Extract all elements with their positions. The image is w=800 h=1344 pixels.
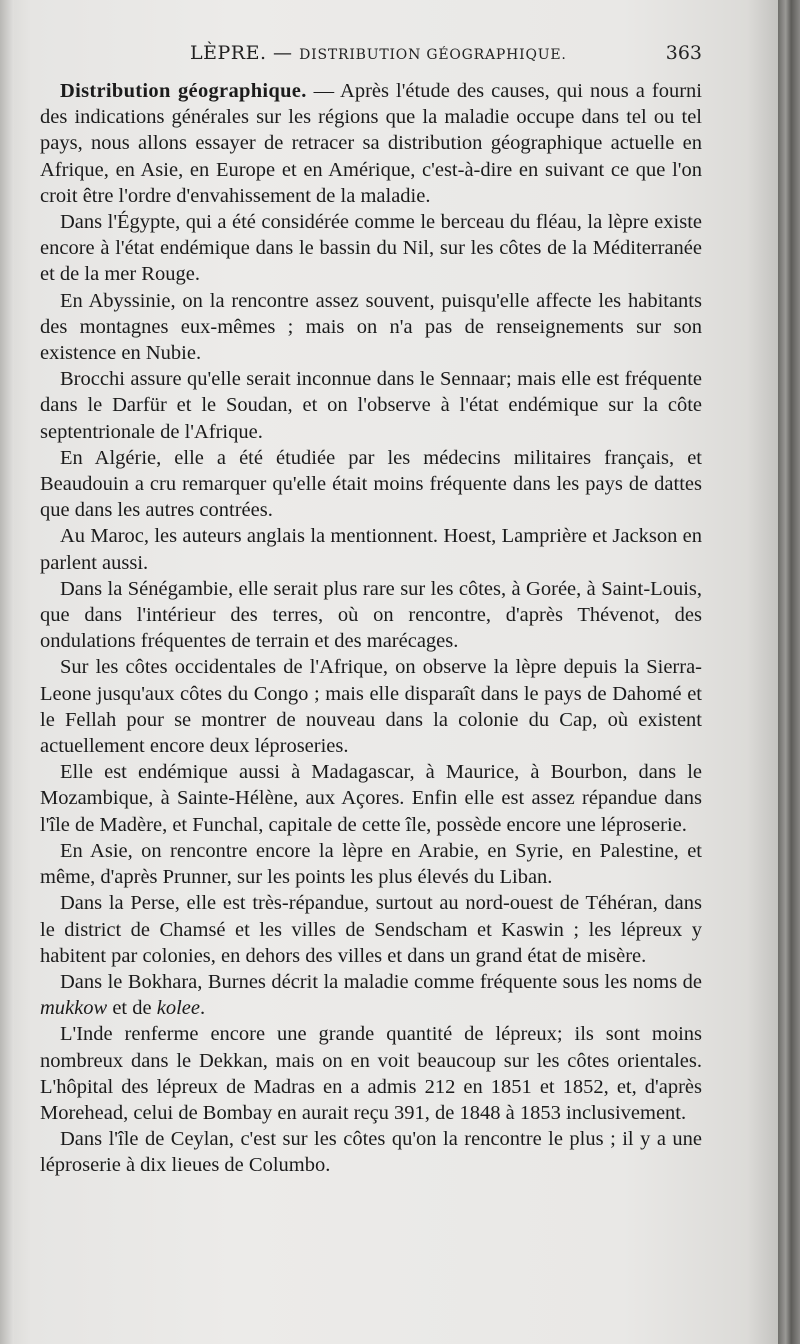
paragraph: Dans la Perse, elle est très-répandue, surtout au nord-ouest de Téhéran, dans le district de Chamsé et les villes de Sendscham et Kaswin ; les lépreux y habitent par colonies, en dehors des villes et dans un grand état de misère.	[40, 892, 702, 967]
paragraph: Elle est endémique aussi à Madagascar, à Maurice, à Bourbon, dans le Mozambique, à Sainte-Hélène, aux Açores. Enfin elle est assez répandue dans l'île de Madère, et Funchal, capitale de cette île, possède encore une léproserie.	[40, 761, 702, 836]
paragraph: Dans l'île de Ceylan, c'est sur les côtes qu'on la rencontre le plus ; il y a une léproserie à dix lieues de Columbo.	[40, 1128, 702, 1177]
paragraph-text: .	[199, 997, 206, 1020]
paragraph	[40, 969, 702, 1021]
paragraph: En Asie, on rencontre encore la lèpre en Arabie, en Syrie, en Palestine, et même, d'après Prunner, sur les points les plus élevés du Liban.	[40, 839, 702, 889]
paragraph	[40, 78, 702, 209]
term-italic: mukkow	[40, 997, 108, 1020]
running-title-sub: DISTRIBUTION GÉOGRAPHIQUE.	[299, 47, 567, 63]
paragraph: L'Inde renferme encore une grande quantité de lépreux; ils sont moins nombreux dans le Dekkan, mais on en voit beaucoup sur les côtes orientales. L'hôpital des lépreux de Madras en a admis 212 en 1851 et 1852, et, d'après Morehead, celui de Bombay en aurait reçu 391, de 1848 à 1853 inclusivement.	[40, 1023, 702, 1124]
running-title-dash: —	[266, 42, 300, 64]
paragraph: Dans l'Égypte, qui a été considérée comme le berceau du fléau, la lèpre existe encore à l'état endémique dans le bassin du Nil, sur les côtes de la Méditerranée et de la mer Rouge.	[40, 211, 702, 286]
paragraph: En Algérie, elle a été étudiée par les médecins militaires français, et Beaudouin a cru remarquer qu'elle était moins fréquente dans les pays de dattes que dans les autres contrées.	[40, 446, 702, 522]
term-italic: kolee	[156, 997, 200, 1020]
page-edge	[778, 0, 800, 1344]
running-header	[190, 40, 702, 70]
book-gutter	[0, 0, 14, 1344]
paragraph: En Abyssinie, on la rencontre assez souvent, puisqu'elle affecte les habitants des montagnes eux-mêmes ; mais on n'a pas de renseignements sur son existence en Nubie.	[40, 289, 702, 365]
paragraph-text: — Après l'étude des causes, qui nous a fourni des indications générales sur les régions que la maladie occupe dans tel ou tel pays, nous allons essayer de retracer sa distribution géographique actuelle en Afrique, en Asie, en Europe et en Amérique, c'est-à-dire en suivant ce que l'on croit être l'ordre d'envahissement de la maladie.	[40, 80, 702, 207]
paragraph: Sur les côtes occidentales de l'Afrique, on observe la lèpre depuis la Sierra-Leone jusqu'aux côtes du Congo ; mais elle disparaît dans le pays de Dahomé et le Fellah pour se montrer de nouveau dans la colonie du Cap, où existent actuellement encore deux léproseries.	[40, 656, 702, 758]
paragraph-text: et de	[107, 997, 157, 1020]
page-number: 363	[665, 42, 702, 64]
paragraph: Dans la Sénégambie, elle serait plus rare sur les côtes, à Gorée, à Saint-Louis, que dans l'intérieur des terres, où on rencontre, d'après Thévenot, des ondulations fréquentes de terrain et des marécages.	[40, 577, 702, 653]
paragraph-text: Dans le Bokhara, Burnes décrit la maladie comme fréquente sous les noms de	[60, 970, 702, 993]
paragraph: Au Maroc, les auteurs anglais la mentionnent. Hoest, Lamprière et Jackson en parlent aussi.	[40, 525, 702, 574]
running-title	[190, 42, 567, 64]
body-text	[40, 78, 702, 1179]
running-title-main: LÈPRE.	[190, 42, 267, 64]
section-heading: Distribution géographique.	[60, 80, 307, 102]
paragraph: Brocchi assure qu'elle serait inconnue dans le Sennaar; mais elle est fréquente dans le Darfür et le Soudan, et on l'observe à l'état endémique sur la côte septentrionale de l'Afrique.	[40, 368, 702, 443]
